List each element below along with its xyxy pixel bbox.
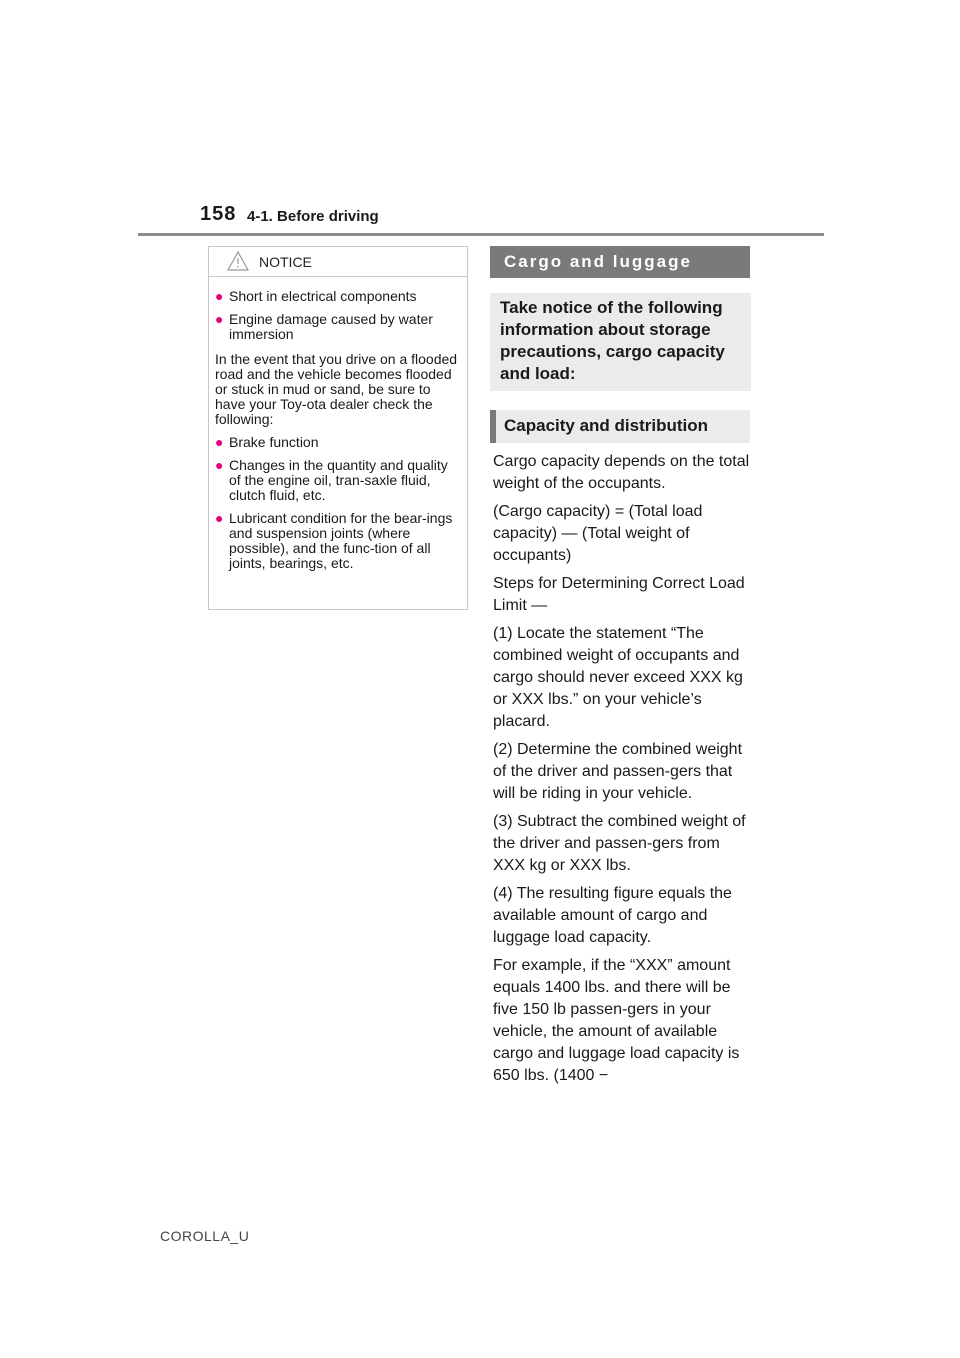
notice-bullet-text: Changes in the quantity and quality of the engine oil, tran-saxle fluid, clutch fluid, etc. (229, 457, 448, 503)
notice-paragraph: In the event that you drive on a flooded road and the vehicle becomes flooded or stuck in mud or sand, be sure to have your Toy-ota dealer check the following: (215, 351, 458, 427)
notice-label: NOTICE (259, 254, 312, 270)
notice-bullet-text: Brake function (229, 434, 319, 450)
bullet-dot-icon: ● (215, 457, 224, 473)
cargo-paragraph: Steps for Determining Correct Load Limit — (493, 575, 745, 614)
page-number: 158 (200, 203, 237, 225)
cargo-paragraph: (2) Determine the combined weight of the driver and passen-gers that will be riding in your vehicle. (493, 741, 743, 802)
cargo-paragraph: Cargo capacity depends on the total weight of the occupants. (493, 453, 750, 492)
notice-bullet-item (215, 458, 461, 503)
cargo-body (493, 451, 753, 1093)
notice-bullet-text: Engine damage caused by water immersion (229, 311, 433, 342)
notice-bullet-item (215, 312, 461, 342)
cargo-paragraph: (4) The resulting figure equals the available amount of cargo and luggage load capacity. (493, 885, 732, 946)
warning-triangle-icon (227, 251, 249, 271)
cargo-intro: Take notice of the following information about storage precautions, cargo capacity and load: (490, 293, 751, 391)
header-rule (138, 233, 824, 236)
bullet-dot-icon: ● (215, 510, 224, 526)
bullet-dot-icon: ● (215, 288, 224, 304)
notice-body (209, 277, 467, 571)
cargo-paragraph: (3) Subtract the combined weight of the driver and passen-gers from XXX kg or XXX lbs. (493, 813, 746, 874)
cargo-paragraph: (Cargo capacity) = (Total load capacity) — (Total weight of occupants) (493, 503, 703, 564)
cargo-banner: Cargo and luggage (490, 246, 750, 278)
notice-bullet-text: Lubricant condition for the bear-ings and suspension joints (where possible), and the func-tion of all joints, bearings, etc. (229, 510, 453, 571)
notice-bullet-item (215, 511, 461, 571)
footer-model: COROLLA_U (160, 1228, 250, 1244)
section-title: 4-1. Before driving (247, 208, 379, 225)
notice-bullet-item (215, 289, 461, 304)
notice-header (209, 247, 467, 277)
notice-bullet-item (215, 435, 461, 450)
capacity-heading: Capacity and distribution (490, 410, 750, 443)
bullet-dot-icon: ● (215, 311, 224, 327)
bullet-dot-icon: ● (215, 434, 224, 450)
cargo-paragraph: For example, if the “XXX” amount equals 1400 lbs. and there will be five 150 lb passen-gers in your vehicle, the amount of available cargo and luggage load capacity is 650 lbs. (1400 − (493, 957, 740, 1084)
notice-box (208, 246, 468, 610)
notice-bullet-text: Short in electrical components (229, 288, 417, 304)
cargo-paragraph: (1) Locate the statement “The combined weight of occupants and cargo should never exceed XXX kg or XXX lbs.” on your vehicle’s placard. (493, 625, 743, 730)
